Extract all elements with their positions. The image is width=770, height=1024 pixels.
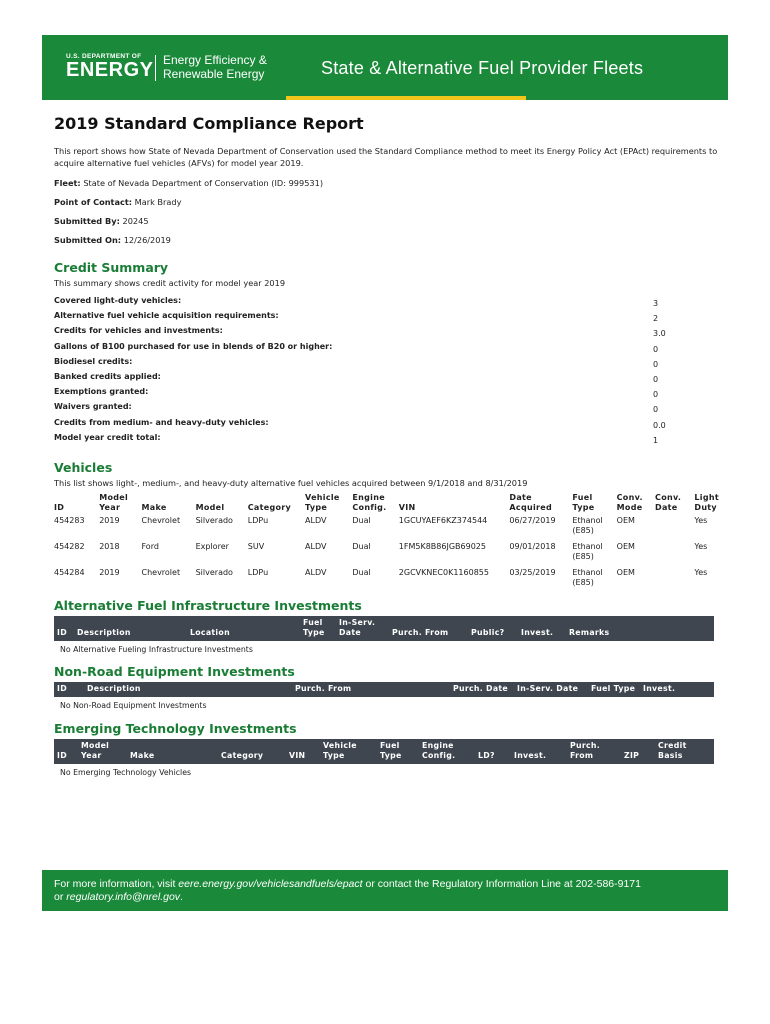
col-credit-basis: Credit Basis bbox=[658, 740, 687, 760]
col-light-duty: Light Duty bbox=[691, 493, 727, 513]
vehicle-engine: Dual bbox=[352, 567, 371, 577]
vehicle-make: Chevrolet bbox=[141, 515, 181, 525]
footer-middle: or contact the Regulatory Information Line at 202-586-9171 bbox=[362, 878, 641, 890]
vehicle-conv-mode: OEM bbox=[616, 541, 635, 551]
credit-label: Credits from medium- and heavy-duty vehicles: bbox=[54, 417, 269, 427]
credit-label: Banked credits applied: bbox=[54, 371, 161, 381]
col-purch-from: Purch. From bbox=[570, 740, 601, 760]
credit-row bbox=[54, 296, 718, 311]
credit-row bbox=[54, 326, 718, 341]
credit-row bbox=[54, 372, 718, 387]
footer-email-link[interactable]: regulatory.info@nrel.gov bbox=[66, 891, 181, 903]
vehicle-conv-date bbox=[652, 568, 691, 589]
report-intro: This report shows how State of Nevada Department of Conservation used the Standard Compliance method to meet its Energy Policy Act (EPAct) requirements to acquire alternative fuel vehicles (AFVs) for model year 2019. bbox=[54, 146, 718, 168]
col-fuel-type: Fuel Type bbox=[303, 617, 325, 637]
vehicle-make: Ford bbox=[141, 541, 159, 551]
nonroad-header-row bbox=[54, 682, 714, 697]
logo-office-line1: Energy Efficiency & bbox=[163, 53, 267, 67]
col-make: Make bbox=[138, 493, 192, 513]
credit-label: Credits for vehicles and investments: bbox=[54, 326, 223, 336]
credit-row bbox=[54, 433, 718, 448]
col-engine-config: Engine Config. bbox=[349, 493, 395, 513]
logo-divider bbox=[155, 55, 156, 81]
col-remarks: Remarks bbox=[569, 627, 610, 637]
vehicle-conv-date bbox=[652, 516, 691, 537]
col-zip: ZIP bbox=[624, 750, 640, 760]
col-id: ID bbox=[57, 750, 67, 760]
col-id: ID bbox=[57, 683, 67, 693]
col-ld: LD? bbox=[478, 750, 495, 760]
logo-dept-text: U.S. DEPARTMENT OF bbox=[66, 53, 142, 60]
submitted-by-line bbox=[54, 216, 718, 226]
credit-row bbox=[54, 402, 718, 417]
doe-logo bbox=[66, 53, 276, 83]
footer-end: . bbox=[180, 891, 183, 903]
vehicle-category: LDPu bbox=[247, 567, 269, 577]
report-title: 2019 Standard Compliance Report bbox=[54, 114, 364, 133]
credit-summary-heading: Credit Summary bbox=[54, 260, 169, 275]
footer-text bbox=[54, 878, 641, 904]
col-purch-from: Purch. From bbox=[295, 683, 352, 693]
vehicle-year: 2018 bbox=[99, 541, 120, 551]
credit-value: 2 bbox=[653, 314, 659, 324]
submitted-on-label: Submitted On: bbox=[54, 235, 122, 245]
credit-value: 0 bbox=[653, 390, 659, 400]
fleet-line bbox=[54, 178, 718, 188]
vehicle-fuel: Ethanol (E85) bbox=[572, 541, 603, 562]
col-description: Description bbox=[77, 627, 131, 637]
credit-value: 0 bbox=[653, 359, 659, 369]
credit-row bbox=[54, 357, 718, 372]
col-invest: Invest. bbox=[521, 627, 554, 637]
vehicle-row bbox=[51, 516, 727, 537]
credit-label: Alternative fuel vehicle acquisition requirements: bbox=[54, 311, 279, 321]
credit-summary-subtitle: This summary shows credit activity for model year 2019 bbox=[54, 278, 286, 288]
header-gold-accent bbox=[286, 96, 526, 100]
col-make: Make bbox=[130, 750, 155, 760]
col-date-acquired: Date Acquired bbox=[506, 493, 569, 513]
infrastructure-empty: No Alternative Fueling Infrastructure Investments bbox=[60, 644, 253, 654]
submitted-by-label: Submitted By: bbox=[54, 216, 120, 226]
col-purch-date: Purch. Date bbox=[453, 683, 509, 693]
emerging-empty: No Emerging Technology Vehicles bbox=[60, 767, 192, 777]
vehicle-id: 454283 bbox=[54, 515, 85, 525]
col-model: Model bbox=[193, 493, 245, 513]
col-conv-date: Conv. Date bbox=[652, 493, 691, 513]
vehicle-make: Chevrolet bbox=[141, 567, 181, 577]
credit-label: Covered light-duty vehicles: bbox=[54, 296, 182, 305]
col-fuel-type: Fuel Type bbox=[380, 740, 402, 760]
col-invest: Invest. bbox=[643, 683, 676, 693]
credit-label: Biodiesel credits: bbox=[54, 356, 133, 366]
col-vin: VIN bbox=[289, 750, 306, 760]
vehicle-light-duty: Yes bbox=[694, 567, 708, 577]
vehicle-conv-mode: OEM bbox=[616, 567, 635, 577]
col-fuel-type: Fuel Type bbox=[591, 683, 636, 693]
vehicle-type: ALDV bbox=[305, 567, 327, 577]
credit-value: 1 bbox=[653, 435, 659, 445]
emerging-heading: Emerging Technology Investments bbox=[54, 720, 297, 736]
vehicles-table bbox=[51, 493, 727, 589]
credit-row bbox=[54, 387, 718, 402]
vehicle-type: ALDV bbox=[305, 541, 327, 551]
vehicles-subtitle: This list shows light-, medium-, and heavy-duty alternative fuel vehicles acquired between 9/1/2018 and 8/31/2019 bbox=[54, 477, 528, 488]
col-model-year: Model Year bbox=[81, 740, 110, 760]
col-description: Description bbox=[87, 683, 141, 693]
credit-value: 0 bbox=[653, 374, 659, 384]
credit-value: 0 bbox=[653, 405, 659, 415]
vehicle-conv-date bbox=[652, 542, 691, 563]
vehicle-category: LDPu bbox=[247, 515, 269, 525]
infrastructure-header-row bbox=[54, 616, 714, 641]
vehicle-category: SUV bbox=[247, 541, 265, 551]
vehicle-vin: 1FM5K8B86JGB69025 bbox=[398, 541, 486, 551]
credit-value: 0.0 bbox=[653, 420, 666, 430]
credit-summary-list bbox=[54, 296, 718, 448]
vehicles-heading: Vehicles bbox=[54, 459, 113, 475]
submitted-by-value: 20245 bbox=[122, 216, 149, 226]
vehicle-year: 2019 bbox=[99, 567, 120, 577]
vehicle-row bbox=[51, 542, 727, 563]
credit-row bbox=[54, 342, 718, 357]
col-in-serv-date: In-Serv. Date bbox=[339, 617, 376, 637]
vehicle-date: 03/25/2019 bbox=[509, 567, 556, 577]
col-conv-mode: Conv. Mode bbox=[614, 493, 652, 513]
col-id: ID bbox=[51, 493, 96, 513]
fleet-label: Fleet: bbox=[54, 178, 81, 188]
submitted-on-value: 12/26/2019 bbox=[123, 235, 171, 245]
col-id: ID bbox=[57, 627, 67, 637]
col-public: Public? bbox=[471, 627, 505, 637]
vehicle-light-duty: Yes bbox=[694, 541, 708, 551]
emerging-table bbox=[54, 739, 714, 764]
logo-energy-text: ENERGY bbox=[66, 59, 154, 81]
col-engine-config: Engine Config. bbox=[422, 740, 456, 760]
submitted-on-line bbox=[54, 235, 718, 245]
col-vehicle-type: Vehicle Type bbox=[323, 740, 357, 760]
credit-value: 3.0 bbox=[653, 329, 666, 339]
vehicle-id: 454282 bbox=[54, 541, 85, 551]
contact-line bbox=[54, 197, 718, 207]
infrastructure-table bbox=[54, 616, 714, 641]
credit-row bbox=[54, 418, 718, 433]
vehicle-fuel: Ethanol (E85) bbox=[572, 567, 603, 588]
credit-row bbox=[54, 311, 718, 326]
vehicle-type: ALDV bbox=[305, 515, 327, 525]
col-in-serv-date: In-Serv. Date bbox=[517, 683, 579, 693]
credit-label: Model year credit total: bbox=[54, 432, 161, 442]
vehicle-vin: 2GCVKNEC0K1160855 bbox=[398, 567, 489, 577]
nonroad-table bbox=[54, 682, 714, 697]
vehicle-model: Silverado bbox=[195, 567, 233, 577]
infrastructure-heading: Alternative Fuel Infrastructure Investments bbox=[54, 597, 362, 613]
contact-value: Mark Brady bbox=[134, 197, 182, 207]
logo-office-line2: Renewable Energy bbox=[163, 67, 265, 81]
vehicle-model: Silverado bbox=[195, 515, 233, 525]
vehicles-header-row bbox=[51, 493, 727, 513]
col-invest: Invest. bbox=[514, 750, 547, 760]
vehicle-fuel: Ethanol (E85) bbox=[572, 515, 603, 536]
col-purch-from: Purch. From bbox=[392, 627, 449, 637]
emerging-header-row bbox=[54, 739, 714, 764]
report-content bbox=[54, 114, 718, 777]
contact-label: Point of Contact: bbox=[54, 197, 133, 207]
nonroad-heading: Non-Road Equipment Investments bbox=[54, 663, 295, 679]
vehicle-light-duty: Yes bbox=[694, 515, 708, 525]
footer-or: or bbox=[54, 891, 67, 903]
banner-title: State & Alternative Fuel Provider Fleets bbox=[321, 58, 644, 78]
credit-label: Waivers granted: bbox=[54, 402, 132, 412]
vehicle-model: Explorer bbox=[195, 541, 229, 551]
col-fuel-type: Fuel Type bbox=[569, 493, 613, 513]
col-category: Category bbox=[221, 750, 264, 760]
header-stripe bbox=[42, 96, 728, 100]
col-location: Location bbox=[190, 627, 230, 637]
footer-banner bbox=[42, 870, 728, 911]
footer-epact-link[interactable]: eere.energy.gov/vehiclesandfuels/epact bbox=[178, 878, 363, 890]
vehicle-vin: 1GCUYAEF6KZ374544 bbox=[398, 515, 488, 525]
credit-value: 3 bbox=[653, 299, 659, 308]
vehicle-conv-mode: OEM bbox=[616, 515, 635, 525]
col-category: Category bbox=[245, 493, 302, 513]
vehicle-engine: Dual bbox=[352, 541, 371, 551]
vehicle-id: 454284 bbox=[54, 567, 85, 577]
vehicle-engine: Dual bbox=[352, 515, 371, 525]
nonroad-empty: No Non-Road Equipment Investments bbox=[60, 700, 207, 710]
logo-office bbox=[163, 53, 267, 81]
credit-label: Exemptions granted: bbox=[54, 387, 149, 397]
vehicle-year: 2019 bbox=[99, 515, 120, 525]
vehicle-date: 06/27/2019 bbox=[509, 515, 556, 525]
col-vin: VIN bbox=[396, 493, 507, 513]
col-vehicle-type: Vehicle Type bbox=[302, 493, 349, 513]
col-model-year: Model Year bbox=[96, 493, 138, 513]
credit-label: Gallons of B100 purchased for use in blends of B20 or higher: bbox=[54, 341, 333, 351]
credit-value: 0 bbox=[653, 344, 659, 354]
fleet-value: State of Nevada Department of Conservation (ID: 999531) bbox=[83, 178, 324, 188]
footer-prefix: For more information, visit bbox=[54, 878, 179, 890]
vehicle-date: 09/01/2018 bbox=[509, 541, 556, 551]
vehicle-row bbox=[51, 568, 727, 589]
